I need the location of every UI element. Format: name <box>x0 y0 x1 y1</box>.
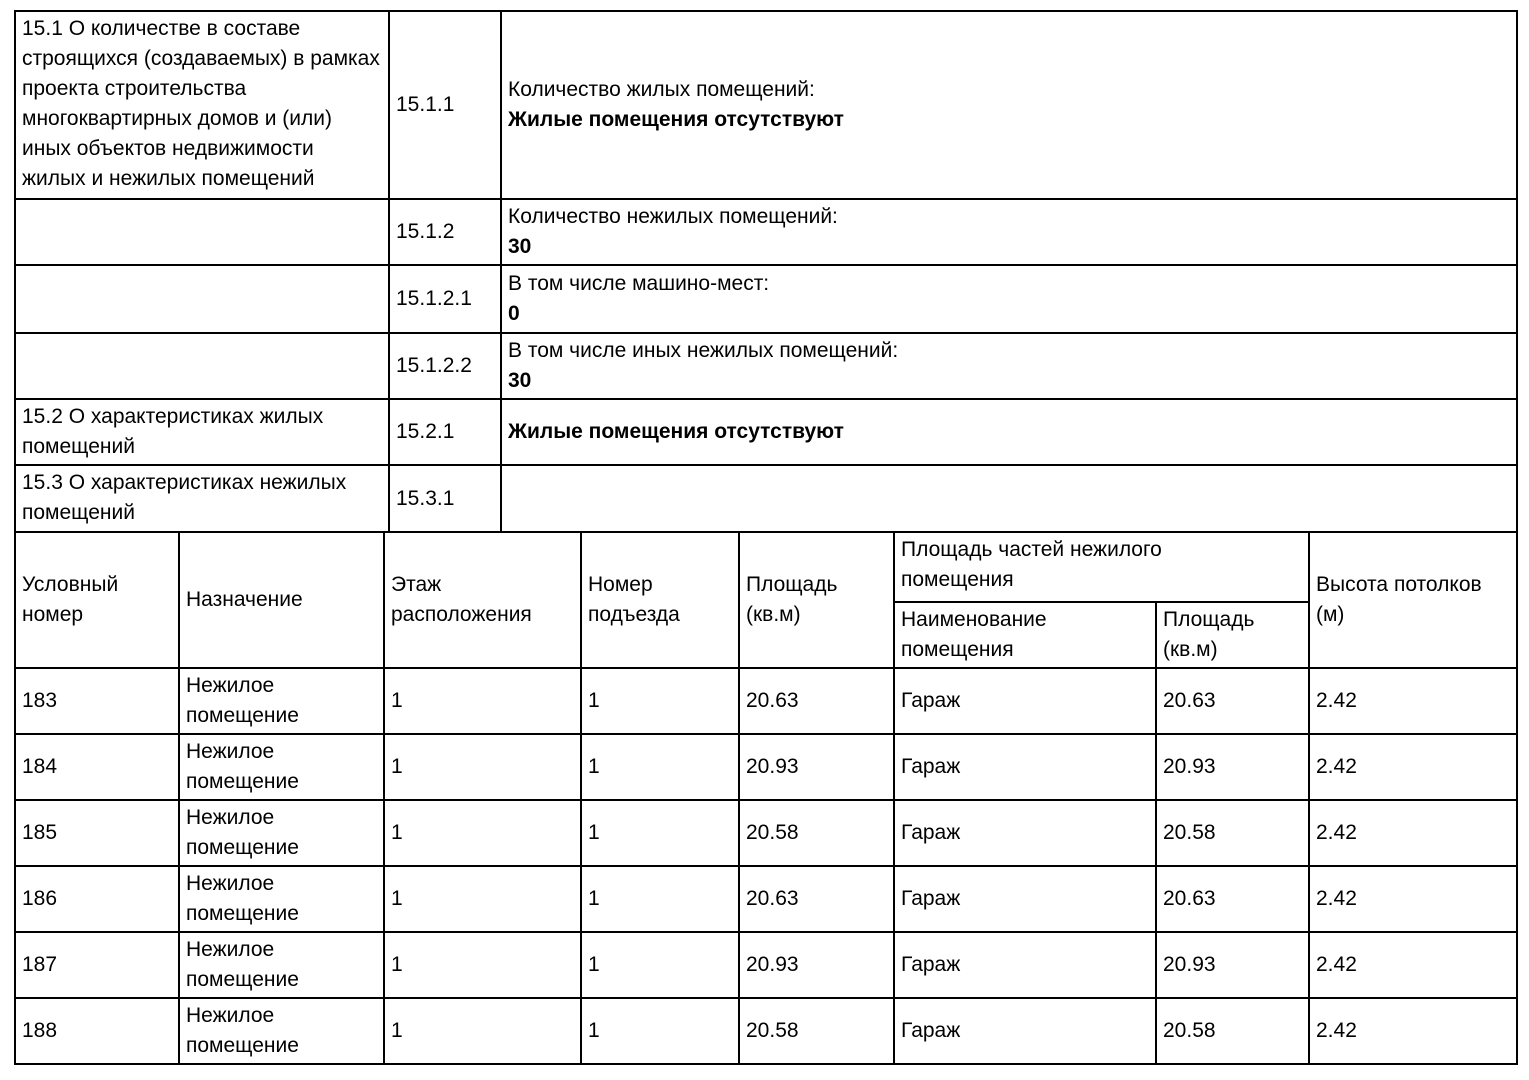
value-text: 30 <box>508 235 532 258</box>
premises-row <box>15 998 1517 1064</box>
cell-part-name: Гараж <box>894 932 1156 998</box>
value-label: В том числе иных нежилых помещений: <box>508 339 899 362</box>
premises-row <box>15 932 1517 998</box>
row-15-1-2-2 <box>15 333 1517 399</box>
cell-ceiling-height: 2.42 <box>1309 734 1517 800</box>
cell-part-area: 20.63 <box>1156 668 1309 734</box>
cell-entrance: 1 <box>581 866 739 932</box>
cell-ceiling-height: 2.42 <box>1309 668 1517 734</box>
value-cell <box>501 199 1517 265</box>
cell-floor: 1 <box>384 998 581 1064</box>
cell-area: 20.93 <box>739 734 894 800</box>
premises-row <box>15 800 1517 866</box>
cell-area: 20.63 <box>739 866 894 932</box>
header-entrance: Номер подъезда <box>581 532 739 668</box>
section-label-cell-empty <box>15 265 389 333</box>
cell-entrance: 1 <box>581 932 739 998</box>
value-cell <box>501 399 1517 465</box>
row-15-1-2-1 <box>15 265 1517 333</box>
code-cell: 15.3.1 <box>389 465 501 532</box>
cell-unit-number: 187 <box>15 932 179 998</box>
cell-part-name: Гараж <box>894 866 1156 932</box>
cell-purpose: Нежилое помещение <box>179 932 384 998</box>
cell-purpose: Нежилое помещение <box>179 998 384 1064</box>
cell-purpose: Нежилое помещение <box>179 734 384 800</box>
section-label-cell: 15.2 О характеристиках жилых помещений <box>15 399 389 465</box>
section-label-cell-empty <box>15 199 389 265</box>
cell-floor: 1 <box>384 932 581 998</box>
header-part-area: Площадь (кв.м) <box>1156 602 1309 668</box>
cell-part-area: 20.93 <box>1156 734 1309 800</box>
cell-part-name: Гараж <box>894 734 1156 800</box>
value-label: Количество жилых помещений: <box>508 78 815 101</box>
code-cell: 15.1.2 <box>389 199 501 265</box>
cell-part-area: 20.58 <box>1156 998 1309 1064</box>
value-label: Количество нежилых помещений: <box>508 205 838 228</box>
cell-entrance: 1 <box>581 998 739 1064</box>
cell-part-area: 20.93 <box>1156 932 1309 998</box>
cell-ceiling-height: 2.42 <box>1309 998 1517 1064</box>
value-text: Жилые помещения отсутствуют <box>508 420 844 443</box>
value-cell <box>501 265 1517 333</box>
value-text: 30 <box>508 369 532 392</box>
cell-entrance: 1 <box>581 800 739 866</box>
cell-entrance: 1 <box>581 668 739 734</box>
header-unit-number: Условный номер <box>15 532 179 668</box>
cell-purpose: Нежилое помещение <box>179 668 384 734</box>
row-15-2-1 <box>15 399 1517 465</box>
premises-table <box>14 531 1518 1065</box>
header-parts-group: Площадь частей нежилого помещения <box>894 532 1309 602</box>
premises-row <box>15 668 1517 734</box>
value-text: Жилые помещения отсутствуют <box>508 108 844 131</box>
row-15-1-1 <box>15 11 1517 199</box>
code-cell: 15.1.2.2 <box>389 333 501 399</box>
premises-row <box>15 734 1517 800</box>
cell-part-name: Гараж <box>894 668 1156 734</box>
cell-unit-number: 188 <box>15 998 179 1064</box>
cell-unit-number: 183 <box>15 668 179 734</box>
cell-unit-number: 184 <box>15 734 179 800</box>
cell-part-name: Гараж <box>894 800 1156 866</box>
code-cell: 15.1.2.1 <box>389 265 501 333</box>
premises-header-row-1 <box>15 532 1517 602</box>
cell-purpose: Нежилое помещение <box>179 800 384 866</box>
row-15-3-1 <box>15 465 1517 532</box>
cell-unit-number: 186 <box>15 866 179 932</box>
cell-area: 20.58 <box>739 998 894 1064</box>
cell-floor: 1 <box>384 734 581 800</box>
cell-floor: 1 <box>384 800 581 866</box>
value-cell <box>501 333 1517 399</box>
value-label: В том числе машино-мест: <box>508 272 770 295</box>
cell-part-area: 20.63 <box>1156 866 1309 932</box>
code-cell: 15.1.1 <box>389 11 501 199</box>
header-floor: Этаж расположения <box>384 532 581 668</box>
cell-area: 20.93 <box>739 932 894 998</box>
cell-area: 20.58 <box>739 800 894 866</box>
cell-purpose: Нежилое помещение <box>179 866 384 932</box>
cell-floor: 1 <box>384 668 581 734</box>
cell-ceiling-height: 2.42 <box>1309 866 1517 932</box>
header-area: Площадь (кв.м) <box>739 532 894 668</box>
cell-unit-number: 185 <box>15 800 179 866</box>
section-15-table <box>14 10 1518 533</box>
premises-row <box>15 866 1517 932</box>
section-label-cell: 15.1 О количестве в составе строящихся (создаваемых) в рамках проекта строительства многоквартирных домов и (или) иных объектов недвижимости жилых и нежилых помещений <box>15 11 389 199</box>
header-part-name: Наименование помещения <box>894 602 1156 668</box>
cell-ceiling-height: 2.42 <box>1309 932 1517 998</box>
row-15-1-2 <box>15 199 1517 265</box>
value-cell <box>501 11 1517 199</box>
section-label-cell: 15.3 О характеристиках нежилых помещений <box>15 465 389 532</box>
section-label-cell-empty <box>15 333 389 399</box>
header-purpose: Назначение <box>179 532 384 668</box>
header-ceiling-height: Высота потолков (м) <box>1309 532 1517 668</box>
cell-ceiling-height: 2.42 <box>1309 800 1517 866</box>
cell-area: 20.63 <box>739 668 894 734</box>
cell-entrance: 1 <box>581 734 739 800</box>
cell-part-area: 20.58 <box>1156 800 1309 866</box>
cell-part-name: Гараж <box>894 998 1156 1064</box>
cell-floor: 1 <box>384 866 581 932</box>
code-cell: 15.2.1 <box>389 399 501 465</box>
value-cell-empty <box>501 465 1517 532</box>
value-text: 0 <box>508 302 520 325</box>
